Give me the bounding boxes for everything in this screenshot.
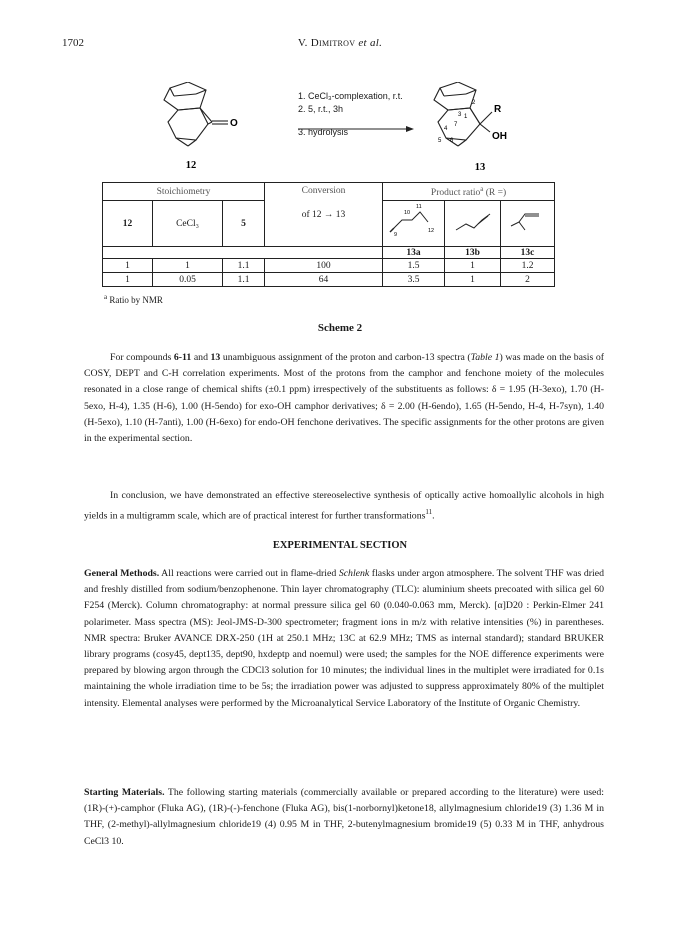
table-cell: 3.5 [383,273,445,287]
ratio-suffix: (R =) [483,188,507,199]
hydroxyl-group: OH [492,131,507,142]
atom-number-9: 9 [393,232,397,238]
product-label: 13 [474,162,486,173]
general-text-1: All reactions were carried out in flame-dried [159,568,339,579]
footnote-text: Ratio by NMR [107,295,163,305]
table-header-row [103,183,555,201]
table-cell: 1.1 [223,273,265,287]
table-cell: 1 [445,259,501,273]
table-label-row [103,247,555,259]
para1-text-2: and [191,352,211,363]
header-conversion-title: Conversion [301,186,346,196]
table-cell: 1 [445,273,501,287]
structure-13a [383,201,445,247]
para1-text-1: For compounds [110,352,174,363]
table-cell: 1 [103,259,153,273]
running-header [0,37,680,49]
ratio-prefix: Product ratio [430,188,481,199]
atom-number: 1 [464,114,468,120]
scheme-title: Scheme 2 [317,322,363,334]
table-cell: 64 [265,273,383,287]
label-13b: 13b [445,247,501,259]
subheader-5: 5 [223,201,265,247]
header-product-ratio [383,183,555,201]
page-number: 1702 [62,37,84,49]
label-row-spacer [103,247,383,259]
header-conversion-sub: of 12 → 13 [301,210,346,220]
general-text-2: flasks under argon atmosphere. The solvent THF was dried and freshly distilled from sodium/benzophenone. Thin layer chromatography (TLC): aluminium sheets precoated with silica gel 60 F254 (Merck). Column chromatography: at normal pressure silica gel 60 (0.040-0.063 mm, Merck). [α]D20 : Perkin-Elmer 241 polarimeter. Mass spectra (MS): Jeol-JMS-D-300 spectrometer; fragment ions in m/z with relative intensities (%) in parentheses. NMR spectra: Bruker AVANCE DRX-250 (1H at 250.1 MHz; 13C at 62.9 MHz; TMS as internal standard); standard BRUKER library programs (cosy45, dept135, dept90, hxdeptp and noemul) were used; the samples for the NOE difference experiments were prepared by blowing argon through the CDCl3 solution for 10 minutes; the individual lines in the multiplet were irradiated for 0.1s maintaining the whole irradiation time to be 5s; the irradiation power was adjusted to suppress approximately 80% of the multiplet intensity. Elemental analyses were performed by the Microanalytical Service Laboratory of the Institute of Organic Chemistry. [84,568,604,709]
general-methods-heading: General Methods. [84,568,160,579]
table-cell: 1.1 [223,259,265,273]
table-cell: 0.05 [153,273,223,287]
substituent-r: R [494,104,502,115]
ratio-footnote-mark: a [480,184,484,193]
author-suffix: et al. [355,37,383,49]
para2-reference: 11 [425,508,433,517]
general-methods-paragraph [84,566,604,712]
results-table [102,182,555,287]
atom-number: 2 [472,100,476,106]
structure-13c [501,201,555,247]
atom-number: 6 [450,138,454,144]
para1-text-3: unambiguous assignment of the proton and carbon-13 spectra ( [220,352,471,363]
para2-end: . [432,510,435,522]
paragraph-conclusion [84,488,604,525]
condition-step-1: 1. CeCl₃-complexation, r.t. [298,91,403,101]
starting-materials-paragraph [84,785,604,850]
structure-13c-drawing [503,202,553,242]
atom-number: 3 [458,112,462,118]
camphor-structure [164,82,228,146]
atom-number-10: 10 [403,210,410,216]
para1-compound-13: 13 [210,352,221,363]
condition-step-3: 3. hydrolysis [298,127,349,137]
footnote-mark: a [104,293,108,301]
schlenk-term: Schlenk [338,568,370,579]
reaction-conditions [298,90,403,139]
label-13c: 13c [501,247,555,259]
structure-13b [445,201,501,247]
para1-compounds: 6-11 [173,352,192,363]
table-footnote [104,293,163,305]
atom-number: 5 [438,138,442,144]
table-row [103,259,555,273]
author-name: Dimitrov [310,37,356,49]
para2-text: In conclusion, we have demonstrated an effective stereoselective synthesis of optically active homoallylic alcohols in high yields in a multigramm scale, which are of practical interest for further transformations [84,490,604,522]
para1-text-4: ) was made on the basis of COSY, DEPT and C-H correlation experiments. Most of the protons from the camphor and fenchone moiety of the molecules resonated in a close range of chemical shifts (±0.1 ppm) irrespectively of the substituents as follows: δ = 1.95 (H-3exo), 1.70 (H-5exo, H-4), 1.35 (H-6), 1.00 (H-5endo) for exo-OH camphor derivatives; δ = 2.00 (H-6endo), 1.65 (H-5endo, H-4, H-7syn), 1.40 (H-5exo), 1.10 (H-7anti), 1.00 (H-6exo) for endo-OH fenchone derivatives. The specific assignments for the other protons are given in the experimental section. [84,352,604,445]
subheader-12: 12 [103,201,153,247]
structure-13a-drawing [384,202,444,242]
arrow-head [406,126,414,132]
carbonyl-oxygen: O [230,118,238,129]
subheader-cecl3: CeCl₃ [153,201,223,247]
table-cell: 1 [103,273,153,287]
table-row [103,273,555,287]
atom-number: 4 [444,126,448,132]
paragraph-assignment [84,350,604,447]
header-conversion [265,183,383,247]
table-cell: 1.5 [383,259,445,273]
atom-number: 7 [454,122,458,128]
experimental-section-title: EXPERIMENTAL SECTION [272,540,408,551]
atom-number-11: 11 [415,204,422,210]
table-cell: 1.2 [501,259,555,273]
author-prefix: V. [297,37,311,49]
reactant-label: 12 [185,160,197,171]
table-cell: 2 [501,273,555,287]
starting-materials-heading: Starting Materials. [84,787,165,798]
product-structure [434,82,492,146]
para1-table-ref: Table 1 [470,352,500,363]
table-cell: 1 [153,259,223,273]
atom-number-12: 12 [427,228,434,234]
condition-step-2: 2. 5, r.t., 3h [298,104,344,114]
starting-materials-text: The following starting materials (commercially available or prepared according to the literature) were used: (1R)-(+)-camphor (Fluka AG), (1R)-(-)-fenchone (Fluka AG), bis(1-norbornyl)ketone18, allylmagnesium chloride19 (3) 1.36 M in THF, (2-methyl)-allylmagnesium chloride19 (4) 0.95 M in THF, 2-butenylmagnesium bromide19 (5) 0.33 M in THF, anhydrous CeCl3 10. [84,787,604,847]
header-stoichiometry: Stoichiometry [103,183,265,201]
structure-13b-drawing [448,202,498,242]
table-cell: 100 [265,259,383,273]
label-13a: 13a [383,247,445,259]
